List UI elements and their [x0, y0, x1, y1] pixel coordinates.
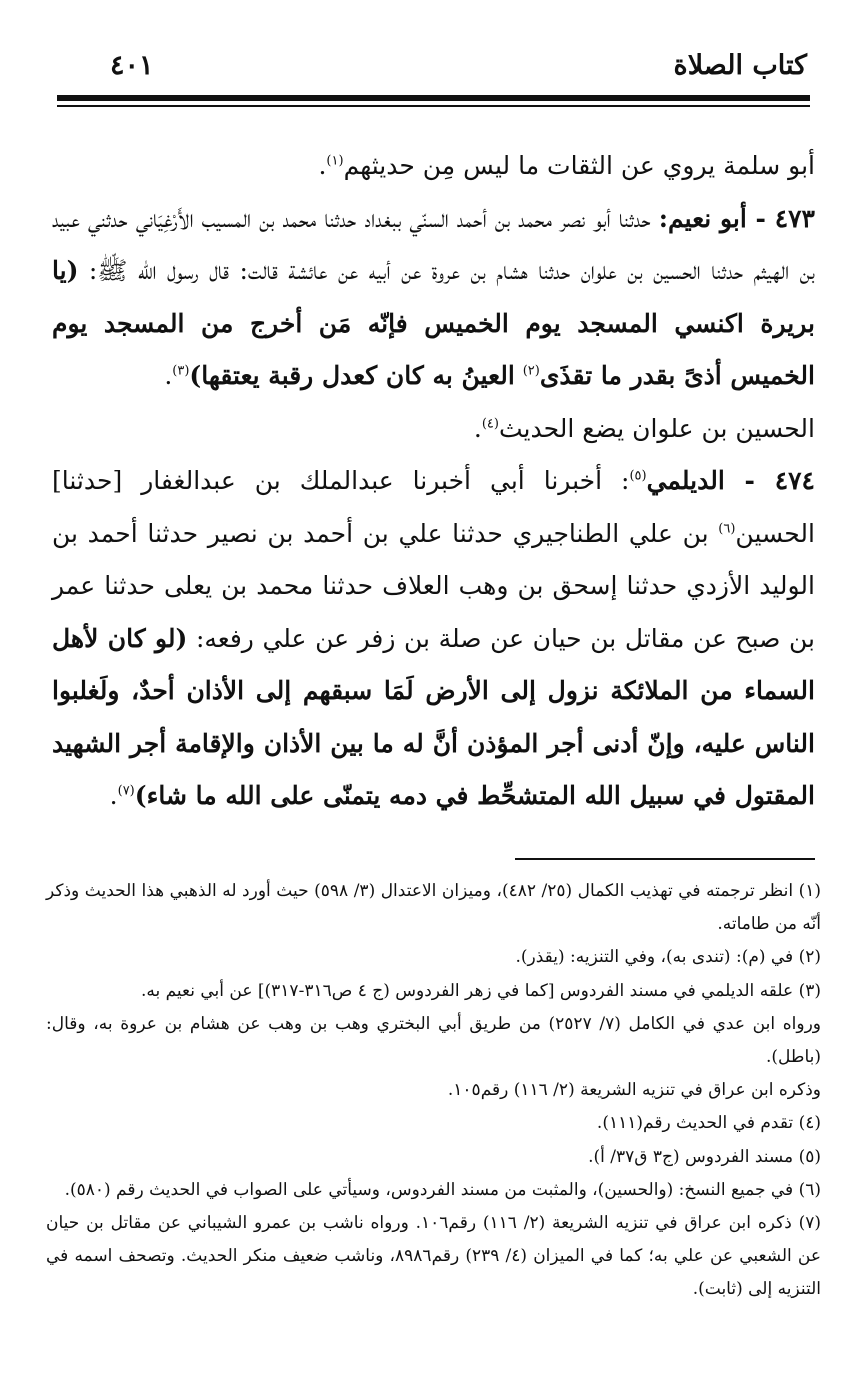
footnote-ref: (٣): [172, 363, 190, 379]
footnotes: [46, 875, 821, 1307]
intro-text: أبو سلمة يروي عن الثقات ما ليس مِن حديثهم: [343, 151, 815, 180]
footnote: (٧) ذكره ابن عراق في تنزيه الشريعة (٢/ ١١٦) رقم١٠٦. ورواه ناشب بن عمرو الشيباني عن مقاتل بن حيان عن الشعبي عن علي به؛ كما في الميزان (٤/ ٢٣٩) رقم٨٩٨٦، وناشب ضعيف منكر الحديث. وتصحف اسمه في التنزيه إلى (ثابت).: [46, 1213, 821, 1300]
header-rule-thin: [57, 105, 810, 107]
hadith-number-narrator: ٤٧٤ - الديلمي: [646, 466, 815, 495]
main-text: [52, 140, 815, 823]
footnote: وذكره ابن عراق في تنزيه الشريعة (٢/ ١١٦) رقم١٠٥.: [447, 1080, 821, 1101]
footnote: ورواه ابن عدي في الكامل (٧/ ٢٥٢٧) من طريق أبي البختري وهب بن وهب عن هشام بن عروة به، وقال: (باطل).: [46, 1013, 821, 1068]
paragraph-intro: أبو سلمة يروي عن الثقات ما ليس مِن حديثهم$^{(١)}$.: [318, 151, 815, 180]
paragraph-comment: الحسين بن علوان يضع الحديث$^{(٤)}$.: [473, 413, 815, 443]
header-rule-thick: [57, 95, 810, 101]
running-header-title: كتاب الصلاة: [673, 50, 807, 81]
page-number: ٤٠١: [110, 50, 154, 81]
footnote-ref: (٥): [629, 468, 647, 484]
isnad-chain: : أخبرنا أبي أخبرنا عبدالملك بن عبدالغفار [حدثنا] الحسين: [52, 466, 815, 548]
isnad-chain: حدثنا أبو نصر محمد بن أحمد السنّي ببغداد حدثنا محمد بن المسيب الأَرْغِيَاني حدثني عبيد بن الهيثم حدثنا الحسين بن علوان حدثنا هشام بن عروة عن أبيه عن عائشة قالت: قال رسول الله ﷺ:: [52, 203, 815, 285]
footnote-ref: (١): [326, 153, 344, 169]
footnote: (٢) في (م): (تندى به)، وفي التنزيه: (يقذر).: [515, 947, 821, 968]
comment-text: الحسين بن علوان يضع الحديث: [498, 413, 815, 443]
footnote: (٥) مسند الفردوس (ج٣ ق٣٧/ أ).: [588, 1146, 821, 1167]
footnote-ref: (٤): [481, 416, 499, 432]
matn-text: (لو كان لأهل السماء من الملائكة نزول إلى الأرض لَمَا سبقهم إلى الأذان أحدٌ، ولَغلبوا الناس عليه، وإنّ أدنى أجر المؤذن أنَّ له ما بين الأذان والإقامة أجر الشهيد المقتول في سبيل الله المتشحِّط في دمه يتمنّى على الله ما شاء): [52, 623, 815, 810]
isnad-chain: بن علي الطناجيري حدثنا علي بن أحمد بن نصير حدثنا أحمد بن الوليد الأزدي حدثنا إسحق بن وهب العلاف حدثنا محمد بن يعلى حدثنا عمر بن صبح عن مقاتل بن حيان عن صلة بن زفر عن علي رفعه:: [52, 518, 815, 653]
footnote-separator: [515, 858, 815, 860]
footnote-ref: (٧): [117, 783, 135, 799]
hadith-number-narrator: ٤٧٣ - أبو نعيم:: [658, 203, 815, 233]
matn-text: (يا بريرة اكنسي المسجد يوم الخميس فإنّه مَن أخرج من المسجد يوم الخميس أذىً بقدر ما تقذَى: [52, 256, 815, 390]
footnote: (١) انظر ترجمته في تهذيب الكمال (٢٥/ ٤٨٢)، وميزان الاعتدال (٣/ ٥٩٨) حيث أورد له الذهبي هذا الحديث وذكر أنّه من طاماته.: [46, 881, 821, 935]
footnote-ref: (٢): [522, 363, 540, 379]
footnote-ref: (٦): [718, 521, 736, 537]
hadith-473: ٤٧٣ - أبو نعيم: حدثنا أبو نصر محمد بن أحمد السنّي ببغداد حدثنا محمد بن المسيب الأَرْغِيَاني حدثني عبيد بن الهيثم حدثنا الحسين بن علوان حدثنا هشام بن عروة عن أبيه عن عائشة قالت: قال رسول الله ﷺ: (يا بريرة اكنسي المسجد يوم الخميس فإنّه مَن أخرج من المسجد يوم الخميس أذىً بقدر ما تقذَى$^{(٢)}$ العينُ به كان كعدل رقبة يعتقها)$^{(٣)}$.: [52, 203, 815, 390]
hadith-474: ٤٧٤ - الديلمي$^{(٥)}$: أخبرنا أبي أخبرنا عبدالملك بن عبدالغفار [حدثنا] الحسين$^{(٦)}$ بن علي الطناجيري حدثنا علي بن أحمد بن نصير حدثنا أحمد بن الوليد الأزدي حدثنا إسحق بن وهب العلاف حدثنا محمد بن يعلى حدثنا عمر بن صبح عن مقاتل بن حيان عن صلة بن زفر عن علي رفعه: (لو كان لأهل السماء من الملائكة نزول إلى الأرض لَمَا سبقهم إلى الأذان أحدٌ، ولَغلبوا الناس عليه، وإنّ أدنى أجر المؤذن أنَّ له ما بين الأذان والإقامة أجر الشهيد المقتول في سبيل الله المتشحِّط في دمه يتمنّى على الله ما شاء)$^{(٧)}$.: [52, 466, 815, 810]
footnote: (٦) في جميع النسخ: (والحسين)، والمثبت من مسند الفردوس، وسيأتي على الصواب في الحديث رقم (٥٨٠).: [64, 1179, 821, 1200]
footnote: (٣) علقه الديلمي في مسند الفردوس [كما في زهر الفردوس (ج ٤ ص٣١٦-٣١٧)] عن أبي نعيم به.: [140, 980, 821, 1001]
footnote: (٤) تقدم في الحديث رقم(١١١).: [596, 1113, 821, 1134]
matn-text: العينُ به كان كعدل رقبة يعتقها): [189, 361, 515, 390]
